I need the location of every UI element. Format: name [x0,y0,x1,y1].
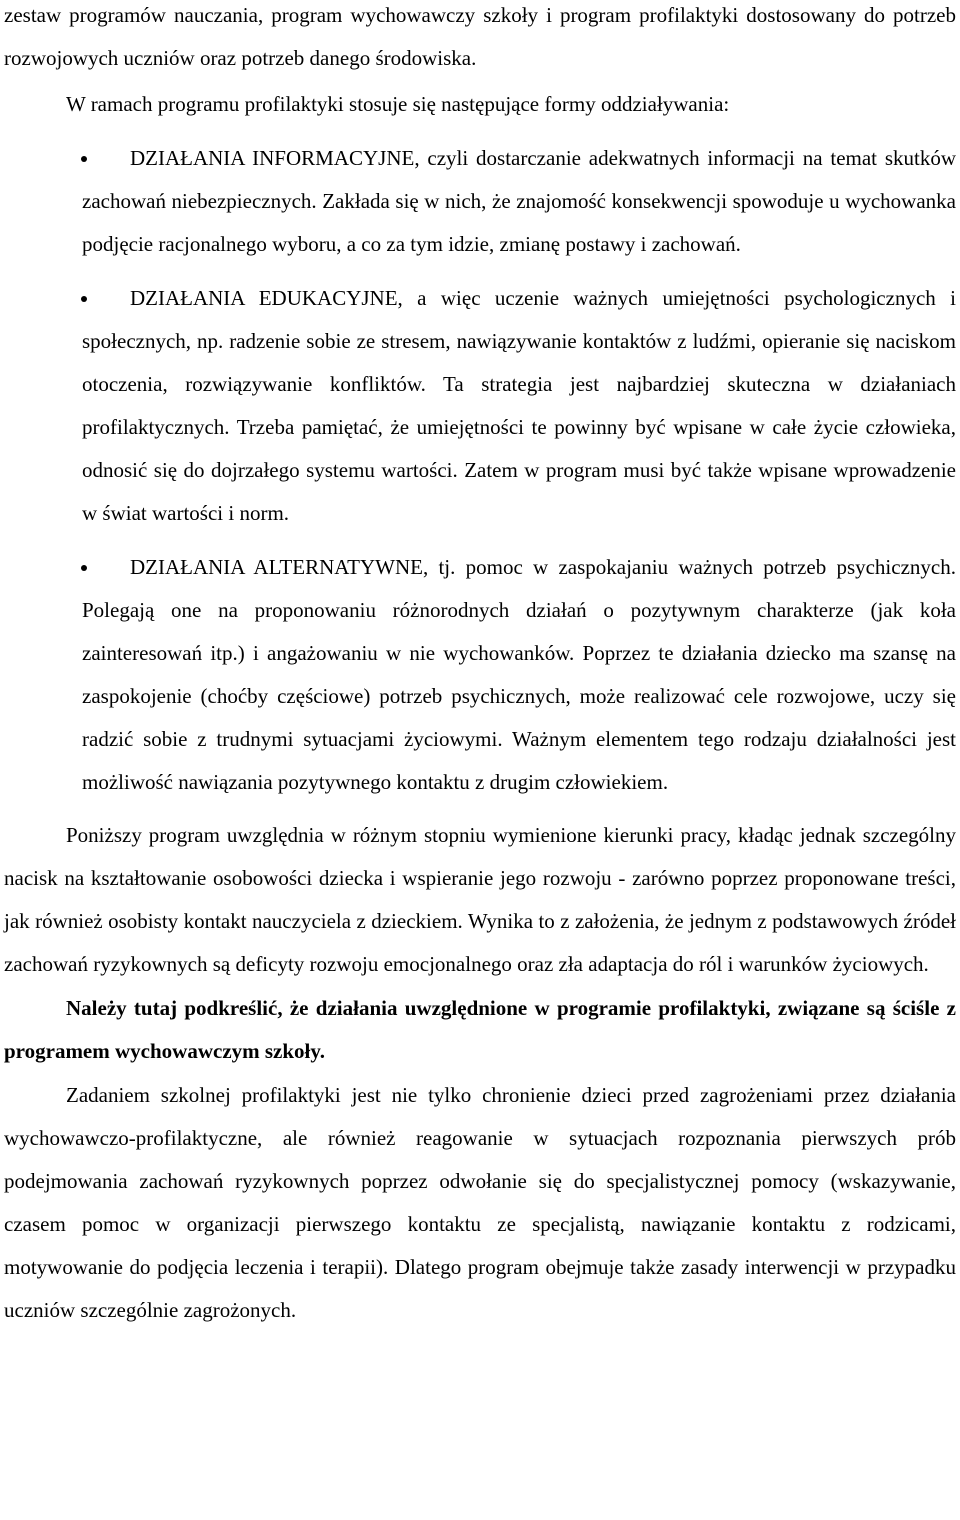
program-paragraph: Poniższy program uwzględnia w różnym stopniu wymienione kierunki pracy, kładąc jednak szczególny nacisk na kształtowanie osobowości dziecka i wspieranie jego rozwoju - zarówno poprzez proponowane treści, jak również osobisty kontakt nauczyciela z dzieckiem. Wynika to z założenia, że jednym z podstawowych źródeł zachowań ryzykownych są deficyty rozwoju emocjonalnego oraz zła adaptacja do ról i warunków życiowych. [4,823,956,976]
list-item-text: tj. pomoc w zaspokajaniu ważnych potrzeb psychicznych. Polegają one na proponowaniu różnorodnych działań o pozytywnym charakterze (jak koła zainteresowań itp.) i angażowaniu w nie wychowanków. Poprzez te działania dziecko ma szansę na zaspokojenie (choćby częściowe) potrzeb psychicznych, może realizować cele rozwojowe, uczy się radzić sobie z trudnymi sytuacjami życiowymi. Ważnym elementem tego rodzaju działalności jest możliwość nawiązania pozytywnego kontaktu z drugim człowiekiem. [82,555,956,794]
list-item-lead: DZIAŁANIA EDUKACYJNE, [130,286,403,310]
list-item [4,137,956,266]
list-item-text: czyli dostarczanie adekwatnych informacji na temat skutków zachowań niebezpiecznych. Zakłada się w nich, że znajomość konsekwencji spowoduje u wychowanka podjęcie racjonalnego wyboru, a co za tym idzie, zmianę postawy i zachowań. [82,146,956,256]
list-item-lead: DZIAŁANIA ALTERNATYWNE, [130,555,429,579]
list-item [4,277,956,535]
bullet-icon [81,296,87,302]
list-intro: W ramach programu profilaktyki stosuje się następujące formy oddziaływania: [66,92,730,116]
list-item-lead: DZIAŁANIA INFORMACYJNE, [130,146,420,170]
intro-paragraph: zestaw programów nauczania, program wychowawczy szkoły i program profilaktyki dostosowany do potrzeb rozwojowych uczniów oraz potrzeb danego środowiska. [4,3,956,70]
list-item-text: a więc uczenie ważnych umiejętności psychologicznych i społecznych, np. radzenie sobie ze stresem, nawiązywanie kontaktów z ludźmi, opieranie się naciskom otoczenia, rozwiązywanie konfliktów. Ta strategia jest najbardziej skuteczna w działaniach profilaktycznych. Trzeba pamiętać, że umiejętności te powinny być wpisane w całe życie człowieka, odnosić się do dojrzałego systemu wartości. Zatem w program musi być także wpisane wprowadzenie w świat wartości i norm. [82,286,956,525]
emphasis-paragraph: Należy tutaj podkreślić, że działania uwzględnione w programie profilaktyki, związane są ściśle z programem wychowawczym szkoły. [4,996,956,1063]
document-page [4,0,956,1332]
bullet-icon [81,565,87,571]
task-paragraph: Zadaniem szkolnej profilaktyki jest nie tylko chronienie dzieci przed zagrożeniami przez działania wychowawczo-profilaktyczne, ale również reagowanie w sytuacjach rozpoznania pierwszych prób podejmowania zachowań ryzykownych poprzez odwołanie się do specjalistycznej pomocy (wskazywanie, czasem pomoc w organizacji pierwszego kontaktu ze specjalistą, nawiązanie kontaktu z rodzicami, motywowanie do podjęcia leczenia i terapii). Dlatego program obejmuje także zasady interwencji w przypadku uczniów szczególnie zagrożonych. [4,1083,956,1322]
forms-list [4,137,956,804]
bullet-icon [81,156,87,162]
list-item [4,546,956,804]
